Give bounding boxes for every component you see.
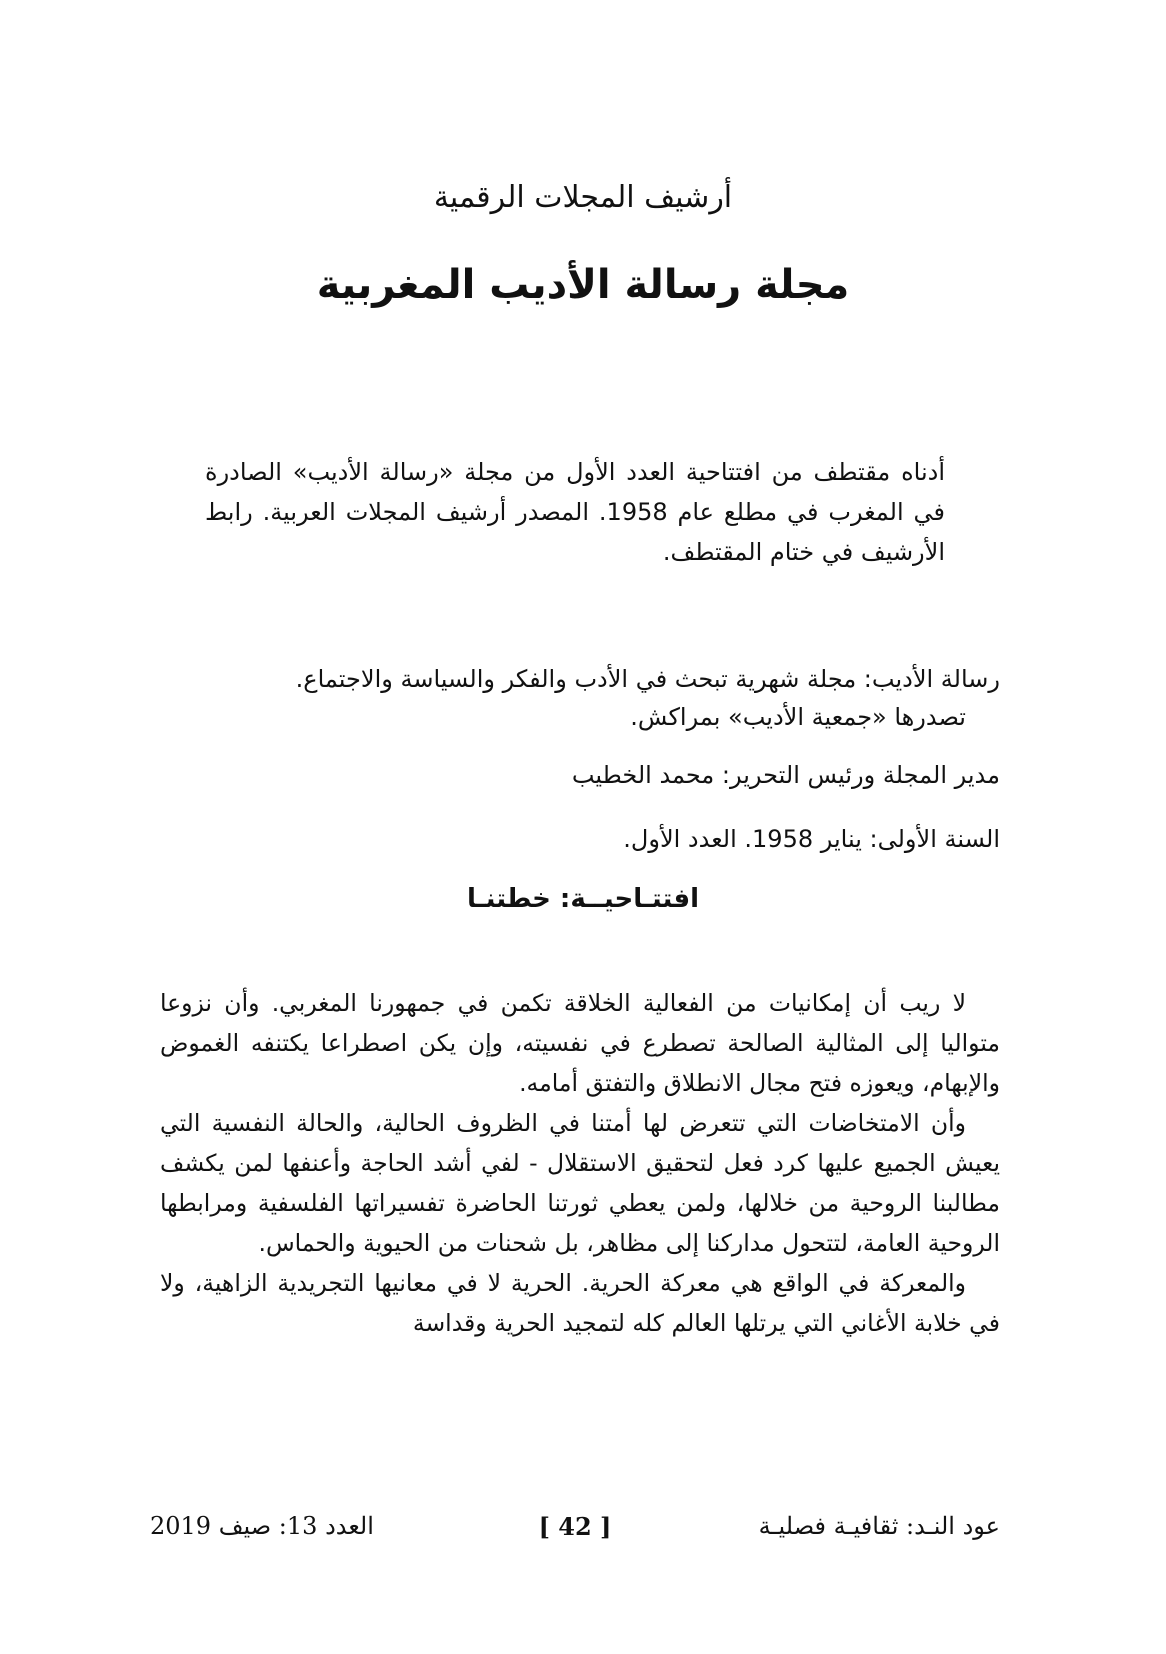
page-footer bbox=[150, 1512, 1000, 1552]
body-paragraph-1: لا ريب أن إمكانيات من الفعالية الخلاقة تكمن في جمهورنا المغربي. وأن نزوعا متواليا إلى المثالية الصالحة تصطرع في نفسيته، وإن يكن اصطراعا يكتنفه الغموض والإبهام، ويعوزه فتح مجال الانطلاق والتفتق أمامه. bbox=[160, 989, 1000, 1097]
info-editor: مدير المجلة ورئيس التحرير: محمد الخطيب bbox=[571, 761, 1000, 789]
magazine-info bbox=[160, 660, 1000, 858]
body-paragraph-3: والمعركة في الواقع هي معركة الحرية. الحرية لا في معانيها التجريدية الزاهية، ولا في خلابة الأغاني التي يرتلها العالم كله لتمجيد الحرية وقداسة bbox=[160, 1269, 1000, 1337]
archive-heading: أرشيف المجلات الرقمية bbox=[433, 180, 733, 215]
editorial-heading: افتتـاحيــة: خطتنـا bbox=[466, 884, 700, 914]
info-publisher: تصدرها «جمعية الأديب» بمراكش. bbox=[630, 703, 966, 731]
magazine-title: مجلة رسالة الأديب المغربية bbox=[316, 262, 850, 308]
editorial-body bbox=[160, 983, 1000, 1343]
footer-page-number: [ 42 ] bbox=[538, 1512, 612, 1541]
info-description: رسالة الأديب: مجلة شهرية تبحث في الأدب والفكر والسياسة والاجتماع. bbox=[295, 665, 1000, 693]
footer-issue: العدد 13: صيف 2019 bbox=[150, 1512, 374, 1540]
footer-publication: عود النـد: ثقافيـة فصليـة bbox=[758, 1512, 1000, 1540]
body-paragraph-2: وأن الامتخاضات التي تتعرض لها أمتنا في الظروف الحالية، والحالة النفسية التي يعيش الجميع عليها كرد فعل لتحقيق الاستقلال - لفي أشد الحاجة وأعنفها لمن يكشف مطالبنا الروحية من خلالها، ولمن يعطي ثورتنا الحاضرة تفسيراتها الفلسفية ومرابطها الروحية العامة، لتتحول مداركنا إلى مظاهر، بل شحنات من الحيوية والحماس. bbox=[160, 1109, 1000, 1257]
intro-paragraph: أدناه مقتطف من افتتاحية العدد الأول من مجلة «رسالة الأديب» الصادرة في المغرب في مطلع عام 1958. المصدر أرشيف المجلات العربية. رابط الأرشيف في ختام المقتطف. bbox=[205, 458, 946, 566]
info-issue-date: السنة الأولى: يناير 1958. العدد الأول. bbox=[623, 825, 1000, 853]
